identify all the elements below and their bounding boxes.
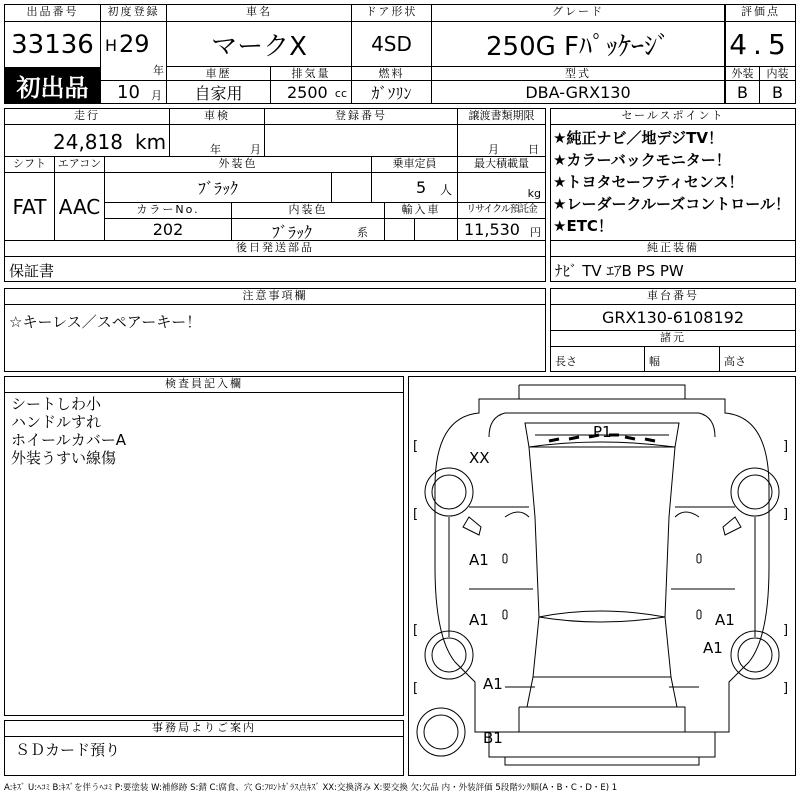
inspector-note: シートしわ小: [11, 395, 102, 413]
reg-month: 10: [117, 82, 140, 103]
plate-number: [265, 125, 458, 157]
seats-label: 乗車定員: [372, 157, 458, 173]
int-grade-label: 内装: [760, 67, 795, 81]
bracket-left-bottom: [: [413, 681, 419, 696]
interior-label: 内装色: [232, 203, 385, 219]
inspector-block: [4, 376, 404, 716]
fuel-label: 燃料: [352, 67, 432, 81]
sales-point: ★純正ナビ／地デジTV！: [553, 129, 723, 147]
import-divider: [385, 219, 415, 241]
length: 長さ: [551, 347, 645, 371]
damage-a1-right-rear: A1: [715, 611, 735, 629]
era: H: [105, 36, 118, 55]
int-grade: B: [772, 82, 783, 102]
displacement-value: 2500: [287, 83, 328, 102]
bracket-left-top: [: [413, 439, 419, 454]
bracket-left-low: [: [413, 623, 419, 638]
inspector-note: ハンドルすれ: [11, 413, 102, 431]
transfer-label: 譲渡書類期限: [458, 109, 545, 125]
bracket-right-bottom: ]: [783, 681, 789, 696]
sales-point: ★トヨタセーフティセンス！: [553, 173, 744, 191]
shift: FAT: [5, 173, 55, 241]
damage-a1-left-wheel: A1: [483, 675, 503, 693]
color-label: 外装色: [105, 157, 372, 173]
chassis-label: 車台番号: [551, 289, 795, 305]
damage-p1: P1: [593, 423, 612, 441]
notes-text: ☆キーレス／スペアーキー！: [9, 313, 202, 331]
door-label: ドア形状: [352, 5, 432, 22]
height: 高さ: [724, 355, 746, 368]
fuel: ｶﾞｿﾘﾝ: [352, 81, 432, 103]
damage-a1-left-rear: A1: [469, 611, 489, 629]
load-label: 最大積載量: [458, 157, 545, 173]
ext-grade: B: [725, 81, 760, 103]
damage-b1: B1: [483, 729, 503, 747]
recycle-fee: [458, 219, 545, 241]
interior-color: [232, 219, 385, 241]
header-block: [4, 4, 796, 104]
transfer-month-unit: 月: [488, 143, 499, 156]
first-reg-label: 初度登録: [101, 5, 167, 22]
plate-label: 登録番号: [265, 109, 458, 125]
mileage: [5, 125, 170, 157]
notes-block: [4, 288, 546, 372]
mileage-value: 24,818: [53, 130, 123, 154]
sales-label: セールスポイント: [551, 109, 795, 125]
score: 4.5: [725, 22, 795, 67]
yen-unit: 円: [530, 226, 541, 239]
transfer-day-unit: 日: [528, 143, 539, 156]
ext-grade-label: 外装: [725, 67, 760, 81]
bracket-right-low: ]: [783, 623, 789, 638]
history: 自家用: [167, 81, 271, 103]
sales-point: ★カラーバックモニター！: [553, 151, 731, 169]
import-label: 輸入車: [385, 203, 458, 219]
damage-a1-left-front: A1: [469, 551, 489, 569]
lot-number: 33136: [5, 22, 101, 67]
interior-value: ﾌﾞﾗｯｸ: [272, 223, 313, 241]
inspection: [170, 125, 265, 157]
chassis-number: GRX130-6108192: [551, 305, 795, 331]
inspector-label: 検査員記入欄: [5, 377, 403, 393]
model-label: 型式: [432, 67, 725, 81]
color-blank: [332, 173, 372, 203]
notes-label: 注意事項欄: [5, 289, 545, 305]
office-block: [4, 720, 404, 776]
insp-month-unit: 月: [250, 143, 261, 156]
insp-year-unit: 年: [210, 143, 221, 156]
reg-year: 29: [119, 30, 150, 58]
first-listing-badge: 初出品: [5, 67, 100, 103]
equip-label: 純正装備: [551, 241, 795, 257]
cc-unit: cc: [334, 87, 347, 100]
aircon: AAC: [55, 173, 105, 241]
shift-label: シフト: [5, 157, 55, 173]
year-unit: 年: [153, 64, 164, 77]
history-label: 車歴: [167, 67, 271, 81]
interior-unit: 系: [357, 226, 368, 239]
inspector-note: 外装うすい線傷: [11, 449, 117, 467]
score-label: 評価点: [725, 5, 795, 22]
color-no-label: カラーNo.: [105, 203, 232, 219]
equipment: ﾅﾋﾞ TV ｴｱB PS PW: [555, 262, 684, 280]
grade: 250G Fﾊﾟｯｹｰｼﾞ: [432, 22, 725, 67]
legend: A:ｷｽﾞ U:ﾍｺﾐ B:ｷｽﾞを伴うﾍｺﾐ P:要塗装 W:補修跡 S:錆 C:腐食、穴 G:ﾌﾛﾝﾄｶﾞﾗｽ点ｷｽﾞ XX:交換済み X:要交換 欠:欠品 内・外装評価 5段階ﾗﾝｸ順(A・B・C・D・E) 1: [4, 783, 618, 793]
lot-label: 出品番号: [5, 5, 101, 22]
office-label: 事務局よりご案内: [5, 721, 403, 737]
grade-label: グレード: [432, 5, 725, 22]
chassis-block: [550, 288, 796, 372]
sales-point: ★ETC！: [553, 217, 613, 235]
damage-xx: XX: [469, 449, 490, 467]
transfer-deadline: [458, 125, 545, 157]
max-load: [458, 173, 545, 203]
kg-unit: kg: [527, 187, 541, 200]
sales-block: [550, 108, 796, 282]
bracket-right-top: ]: [783, 439, 789, 454]
width: 幅: [645, 347, 720, 371]
bracket-left-mid: [: [413, 507, 419, 522]
first-reg-month: [101, 81, 167, 103]
exterior-color: ﾌﾞﾗｯｸ: [105, 173, 332, 203]
seats-unit: 人: [440, 183, 453, 197]
damage-a1-right-wheel: A1: [703, 639, 723, 657]
ac-label: エアコン: [55, 157, 105, 173]
recycle-label: リサイクル預託金: [458, 203, 545, 219]
sales-point: ★レーダークルーズコントロール！: [553, 195, 790, 213]
month-unit: 月: [151, 89, 162, 102]
door-type: 4SD: [352, 22, 432, 67]
displacement: [271, 81, 352, 103]
inspector-note: ホイールカバーA: [11, 431, 126, 449]
car-name: マークX: [167, 22, 352, 67]
inspection-label: 車検: [170, 109, 265, 125]
damage-diagram: [408, 376, 796, 776]
office-text: ＳＤカード預り: [15, 741, 121, 759]
displacement-label: 排気量: [271, 67, 352, 81]
later-label: 後日発送部品: [5, 241, 545, 257]
bracket-right-mid: ]: [783, 507, 789, 522]
car-name-label: 車名: [167, 5, 352, 22]
seats: [372, 173, 458, 203]
recycle-value: 11,530: [464, 220, 520, 239]
km-unit: km: [135, 130, 167, 154]
spec-label: 諸元: [551, 331, 795, 347]
sales-points: [551, 125, 795, 241]
color-number: 202: [105, 219, 232, 241]
seats-value: 5: [416, 178, 427, 197]
mileage-label: 走行: [5, 109, 170, 125]
model-code: DBA-GRX130: [432, 81, 725, 103]
later-parts: 保証書: [9, 262, 55, 280]
spec-block: [4, 108, 546, 282]
first-reg-year: [101, 22, 167, 81]
